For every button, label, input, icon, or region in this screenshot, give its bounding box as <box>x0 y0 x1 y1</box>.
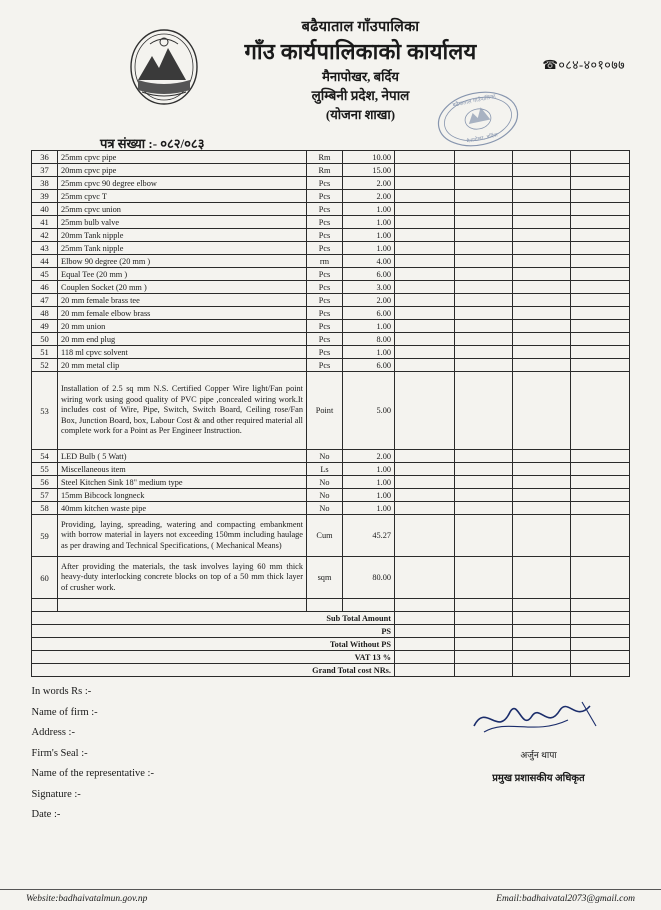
table-row <box>32 320 630 333</box>
blank-cell <box>513 599 571 612</box>
row-unit: Pcs <box>307 359 343 372</box>
row-amount-cell <box>455 229 513 242</box>
row-extra-cell-2 <box>571 164 630 177</box>
row-rate-cell <box>395 333 455 346</box>
row-extra-cell-2 <box>571 502 630 515</box>
row-unit: Point <box>307 372 343 450</box>
row-quantity: 1.00 <box>343 216 395 229</box>
total-extra-cell-2 <box>513 625 571 638</box>
office-address: मैनापोखर, बर्दिय <box>322 68 399 84</box>
row-rate-cell <box>395 164 455 177</box>
row-quantity: 1.00 <box>343 203 395 216</box>
field-signature: Signature :- <box>31 788 81 800</box>
total-row <box>32 651 630 664</box>
footer-fields <box>32 686 630 820</box>
row-quantity: 2.00 <box>343 190 395 203</box>
row-rate-cell <box>395 294 455 307</box>
row-extra-cell-2 <box>571 281 630 294</box>
row-amount-cell <box>455 463 513 476</box>
row-amount-cell <box>455 242 513 255</box>
row-serial-number: 38 <box>32 177 58 190</box>
office-name: गाँउ कार्यपालिकाको कार्यालय <box>244 39 477 65</box>
row-description: 20mm Tank nipple <box>58 229 307 242</box>
row-quantity: 2.00 <box>343 294 395 307</box>
row-quantity: 6.00 <box>343 307 395 320</box>
table-row <box>32 190 630 203</box>
total-extra-cell-2 <box>513 612 571 625</box>
row-extra-cell-2 <box>571 190 630 203</box>
total-extra-cell-2 <box>513 664 571 677</box>
row-serial-number: 43 <box>32 242 58 255</box>
row-rate-cell <box>395 557 455 599</box>
row-extra-cell-2 <box>571 307 630 320</box>
field-firms-seal: Firm's Seal :- <box>31 747 88 759</box>
row-extra-cell-2 <box>571 216 630 229</box>
row-description: 25mm cpvc union <box>58 203 307 216</box>
row-rate-cell <box>395 359 455 372</box>
row-description: 40mm kitchen waste pipe <box>58 502 307 515</box>
row-unit: Pcs <box>307 294 343 307</box>
row-extra-cell-1 <box>513 372 571 450</box>
row-serial-number: 48 <box>32 307 58 320</box>
field-in-words: In words Rs :- <box>31 686 92 697</box>
row-extra-cell-1 <box>513 216 571 229</box>
row-unit: sqm <box>307 557 343 599</box>
row-extra-cell-2 <box>571 346 630 359</box>
row-quantity: 1.00 <box>343 489 395 502</box>
field-address: Address :- <box>31 727 75 738</box>
row-description: 118 ml cpvc solvent <box>58 346 307 359</box>
row-quantity: 3.00 <box>343 281 395 294</box>
row-rate-cell <box>395 320 455 333</box>
table-row <box>32 515 630 557</box>
row-description: Elbow 90 degree (20 mm ) <box>58 255 307 268</box>
field-representative-name: Name of the representative :- <box>31 768 154 779</box>
row-rate-cell <box>395 515 455 557</box>
table-row <box>32 489 630 502</box>
row-extra-cell-1 <box>513 151 571 164</box>
total-value-cell <box>395 651 455 664</box>
total-label: Grand Total cost NRs. <box>32 664 395 677</box>
row-extra-cell-2 <box>571 203 630 216</box>
row-serial-number: 37 <box>32 164 58 177</box>
row-unit: No <box>307 476 343 489</box>
table-row <box>32 164 630 177</box>
row-serial-number: 41 <box>32 216 58 229</box>
row-description: After providing the materials, the task involves laying 60 mm thick heavy-duty interlocking concrete blocks on top of a 50 mm thick layer of crusher work. <box>58 557 307 599</box>
authorized-signature <box>464 696 614 794</box>
department-name: (योजना शाखा) <box>325 106 396 122</box>
blank-cell <box>455 599 513 612</box>
row-extra-cell-1 <box>513 177 571 190</box>
row-rate-cell <box>395 346 455 359</box>
row-extra-cell-1 <box>513 502 571 515</box>
row-extra-cell-2 <box>571 229 630 242</box>
total-row <box>32 638 630 651</box>
row-unit: Pcs <box>307 281 343 294</box>
table-row <box>32 502 630 515</box>
row-amount-cell <box>455 268 513 281</box>
row-serial-number: 46 <box>32 281 58 294</box>
row-rate-cell <box>395 307 455 320</box>
row-extra-cell-2 <box>571 463 630 476</box>
row-description: 25mm cpvc 90 degree elbow <box>58 177 307 190</box>
row-serial-number: 45 <box>32 268 58 281</box>
row-description: Equal Tee (20 mm ) <box>58 268 307 281</box>
table-row-blank <box>32 599 630 612</box>
table-row <box>32 450 630 463</box>
blank-cell <box>307 599 343 612</box>
row-serial-number: 47 <box>32 294 58 307</box>
row-description: 25mm bulb valve <box>58 216 307 229</box>
table-row <box>32 255 630 268</box>
blank-cell <box>571 599 630 612</box>
row-unit: Pcs <box>307 333 343 346</box>
row-quantity: 1.00 <box>343 320 395 333</box>
row-quantity: 1.00 <box>343 346 395 359</box>
row-description: Miscellaneous item <box>58 463 307 476</box>
row-amount-cell <box>455 164 513 177</box>
row-rate-cell <box>395 463 455 476</box>
signature-scribble-icon <box>464 696 614 742</box>
row-extra-cell-2 <box>571 515 630 557</box>
table-row <box>32 281 630 294</box>
row-extra-cell-1 <box>513 346 571 359</box>
row-quantity: 5.00 <box>343 372 395 450</box>
table-row <box>32 557 630 599</box>
total-extra-cell-1 <box>455 664 513 677</box>
total-extra-cell-3 <box>571 612 630 625</box>
row-amount-cell <box>455 307 513 320</box>
row-extra-cell-2 <box>571 255 630 268</box>
blank-cell <box>343 599 395 612</box>
province-country: लुम्बिनी प्रदेश, नेपाल <box>311 87 410 103</box>
row-serial-number: 42 <box>32 229 58 242</box>
total-label: PS <box>32 625 395 638</box>
row-unit: No <box>307 502 343 515</box>
row-serial-number: 60 <box>32 557 58 599</box>
row-serial-number: 36 <box>32 151 58 164</box>
row-extra-cell-2 <box>571 450 630 463</box>
row-extra-cell-1 <box>513 333 571 346</box>
row-description: Steel Kitchen Sink 18" medium type <box>58 476 307 489</box>
row-rate-cell <box>395 151 455 164</box>
row-quantity: 10.00 <box>343 151 395 164</box>
row-rate-cell <box>395 242 455 255</box>
row-description: 25mm cpvc T <box>58 190 307 203</box>
row-amount-cell <box>455 359 513 372</box>
table-row <box>32 151 630 164</box>
row-extra-cell-2 <box>571 320 630 333</box>
row-amount-cell <box>455 489 513 502</box>
row-description: Providing, laying, spreading, watering and compacting embankment with borrow material in layers not exceeding 150mm including haulage as per drawing and Technical Specifications, ( Mechanical Means) <box>58 515 307 557</box>
website-text: Website:badhaivatalmun.gov.np <box>26 894 148 904</box>
row-rate-cell <box>395 203 455 216</box>
total-label: Total Without PS <box>32 638 395 651</box>
row-amount-cell <box>455 450 513 463</box>
row-unit: Cum <box>307 515 343 557</box>
total-extra-cell-3 <box>571 651 630 664</box>
blank-cell <box>58 599 307 612</box>
boq-table <box>31 150 630 677</box>
row-description: 20mm cpvc pipe <box>58 164 307 177</box>
row-amount-cell <box>455 502 513 515</box>
row-unit: Rm <box>307 151 343 164</box>
row-extra-cell-1 <box>513 268 571 281</box>
row-extra-cell-1 <box>513 255 571 268</box>
row-rate-cell <box>395 268 455 281</box>
official-stamp-icon <box>430 88 526 150</box>
row-rate-cell <box>395 281 455 294</box>
row-unit: Pcs <box>307 242 343 255</box>
row-quantity: 8.00 <box>343 333 395 346</box>
field-name-of-firm: Name of firm :- <box>31 706 98 718</box>
total-row <box>32 612 630 625</box>
row-description: Installation of 2.5 sq mm N.S. Certified Copper Wire light/Fan point wiring work using good quality of PVC pipe ,concealed wiring work.It includes cost of Wire, Pipe, Switch, Switch Board, Ceiling rose/Fan Box, Junction Board, box, Labour Cost & and other required material all complete work for a Point as Per Engineer Instruction. <box>58 372 307 450</box>
row-rate-cell <box>395 216 455 229</box>
row-unit: rm <box>307 255 343 268</box>
table-row <box>32 359 630 372</box>
row-serial-number: 40 <box>32 203 58 216</box>
total-value-cell <box>395 625 455 638</box>
row-amount-cell <box>455 255 513 268</box>
row-rate-cell <box>395 229 455 242</box>
total-extra-cell-3 <box>571 638 630 651</box>
row-quantity: 2.00 <box>343 177 395 190</box>
row-rate-cell <box>395 476 455 489</box>
row-quantity: 15.00 <box>343 164 395 177</box>
row-extra-cell-1 <box>513 450 571 463</box>
row-rate-cell <box>395 177 455 190</box>
blank-cell <box>395 599 455 612</box>
table-row <box>32 463 630 476</box>
total-value-cell <box>395 638 455 651</box>
row-serial-number: 52 <box>32 359 58 372</box>
row-description: LED Bulb ( 5 Watt) <box>58 450 307 463</box>
table-row <box>32 294 630 307</box>
letter-number-label: पत्र संख्या :- <box>100 136 158 151</box>
row-quantity: 80.00 <box>343 557 395 599</box>
row-rate-cell <box>395 450 455 463</box>
signatory-post: प्रमुख प्रशासकीय अधिकृत <box>492 773 585 784</box>
row-amount-cell <box>455 190 513 203</box>
total-extra-cell-3 <box>571 625 630 638</box>
row-amount-cell <box>455 333 513 346</box>
total-label: VAT 13 % <box>32 651 395 664</box>
row-quantity: 6.00 <box>343 268 395 281</box>
boq-table-body <box>32 151 630 677</box>
row-extra-cell-1 <box>513 489 571 502</box>
row-description: 20 mm end plug <box>58 333 307 346</box>
total-value-cell <box>395 664 455 677</box>
row-amount-cell <box>455 177 513 190</box>
table-row <box>32 333 630 346</box>
svg-text:मैनापोखर, बर्दिया: मैनापोखर, बर्दिया <box>466 132 499 145</box>
row-description: 25mm Tank nipple <box>58 242 307 255</box>
row-extra-cell-1 <box>513 359 571 372</box>
row-description: 15mm Bibcock longneck <box>58 489 307 502</box>
row-extra-cell-2 <box>571 151 630 164</box>
row-description: 20 mm union <box>58 320 307 333</box>
row-rate-cell <box>395 372 455 450</box>
total-row <box>32 664 630 677</box>
row-serial-number: 54 <box>32 450 58 463</box>
row-serial-number: 50 <box>32 333 58 346</box>
row-extra-cell-2 <box>571 177 630 190</box>
row-extra-cell-1 <box>513 229 571 242</box>
row-extra-cell-1 <box>513 281 571 294</box>
row-extra-cell-1 <box>513 164 571 177</box>
table-row <box>32 307 630 320</box>
row-unit: Pcs <box>307 203 343 216</box>
row-quantity: 1.00 <box>343 242 395 255</box>
row-amount-cell <box>455 346 513 359</box>
row-quantity: 1.00 <box>343 476 395 489</box>
row-unit: No <box>307 489 343 502</box>
row-description: 20 mm metal clip <box>58 359 307 372</box>
row-serial-number: 49 <box>32 320 58 333</box>
row-serial-number: 58 <box>32 502 58 515</box>
total-extra-cell-3 <box>571 664 630 677</box>
row-quantity: 1.00 <box>343 229 395 242</box>
row-unit: Pcs <box>307 320 343 333</box>
row-quantity: 45.27 <box>343 515 395 557</box>
row-unit: No <box>307 450 343 463</box>
row-extra-cell-2 <box>571 489 630 502</box>
row-extra-cell-2 <box>571 294 630 307</box>
row-amount-cell <box>455 203 513 216</box>
row-extra-cell-1 <box>513 203 571 216</box>
row-unit: Pcs <box>307 177 343 190</box>
phone-number: ☎०८४-४०१०७७ <box>542 58 625 72</box>
row-amount-cell <box>455 320 513 333</box>
row-extra-cell-2 <box>571 359 630 372</box>
row-extra-cell-2 <box>571 557 630 599</box>
row-serial-number: 53 <box>32 372 58 450</box>
row-amount-cell <box>455 557 513 599</box>
row-quantity: 2.00 <box>343 450 395 463</box>
row-rate-cell <box>395 255 455 268</box>
row-quantity: 1.00 <box>343 463 395 476</box>
total-value-cell <box>395 612 455 625</box>
svg-text:बढैयाताल गाउँपालिका: बढैयाताल गाउँपालिका <box>452 93 497 109</box>
row-extra-cell-2 <box>571 372 630 450</box>
row-serial-number: 57 <box>32 489 58 502</box>
row-unit: Rm <box>307 164 343 177</box>
row-description: 20 mm female brass tee <box>58 294 307 307</box>
field-date: Date :- <box>31 809 61 820</box>
signatory-name: अर्जुन थापा <box>520 749 557 760</box>
page-footer <box>0 889 661 910</box>
total-extra-cell-1 <box>455 612 513 625</box>
row-unit: Ls <box>307 463 343 476</box>
total-extra-cell-1 <box>455 651 513 664</box>
row-quantity: 4.00 <box>343 255 395 268</box>
row-extra-cell-1 <box>513 190 571 203</box>
letter-number-value: ०८२/०८३ <box>160 136 205 151</box>
table-row <box>32 242 630 255</box>
table-row <box>32 372 630 450</box>
row-amount-cell <box>455 476 513 489</box>
email-text: Email:badhaivatal2073@gmail.com <box>496 894 635 904</box>
nepal-emblem-icon <box>128 28 200 106</box>
row-quantity: 6.00 <box>343 359 395 372</box>
row-extra-cell-2 <box>571 333 630 346</box>
row-rate-cell <box>395 502 455 515</box>
row-unit: Pcs <box>307 346 343 359</box>
row-amount-cell <box>455 281 513 294</box>
row-serial-number: 39 <box>32 190 58 203</box>
row-extra-cell-1 <box>513 463 571 476</box>
row-extra-cell-2 <box>571 268 630 281</box>
row-unit: Pcs <box>307 216 343 229</box>
row-description: Couplen Socket (20 mm ) <box>58 281 307 294</box>
table-row <box>32 229 630 242</box>
table-row <box>32 216 630 229</box>
total-extra-cell-1 <box>455 638 513 651</box>
row-extra-cell-2 <box>571 476 630 489</box>
row-unit: Pcs <box>307 268 343 281</box>
table-row <box>32 268 630 281</box>
letter-number <box>100 134 204 152</box>
blank-cell <box>32 599 58 612</box>
row-extra-cell-2 <box>571 242 630 255</box>
row-extra-cell-1 <box>513 557 571 599</box>
total-extra-cell-1 <box>455 625 513 638</box>
row-description: 20 mm female elbow brass <box>58 307 307 320</box>
row-serial-number: 59 <box>32 515 58 557</box>
total-label: Sub Total Amount <box>32 612 395 625</box>
table-row <box>32 346 630 359</box>
municipality-name: बढैयाताल गाँउपालिका <box>301 19 420 35</box>
row-amount-cell <box>455 151 513 164</box>
total-extra-cell-2 <box>513 638 571 651</box>
row-amount-cell <box>455 515 513 557</box>
row-extra-cell-1 <box>513 242 571 255</box>
row-unit: Pcs <box>307 190 343 203</box>
row-amount-cell <box>455 372 513 450</box>
row-quantity: 1.00 <box>343 502 395 515</box>
row-amount-cell <box>455 294 513 307</box>
letterhead <box>0 0 661 150</box>
row-serial-number: 44 <box>32 255 58 268</box>
total-extra-cell-2 <box>513 651 571 664</box>
row-extra-cell-1 <box>513 320 571 333</box>
row-serial-number: 56 <box>32 476 58 489</box>
row-description: 25mm cpvc pipe <box>58 151 307 164</box>
row-unit: Pcs <box>307 229 343 242</box>
row-serial-number: 51 <box>32 346 58 359</box>
row-amount-cell <box>455 216 513 229</box>
row-extra-cell-1 <box>513 515 571 557</box>
row-serial-number: 55 <box>32 463 58 476</box>
table-row <box>32 177 630 190</box>
total-row <box>32 625 630 638</box>
row-unit: Pcs <box>307 307 343 320</box>
table-row <box>32 203 630 216</box>
row-extra-cell-1 <box>513 307 571 320</box>
row-rate-cell <box>395 489 455 502</box>
row-extra-cell-1 <box>513 294 571 307</box>
row-rate-cell <box>395 190 455 203</box>
table-row <box>32 476 630 489</box>
row-extra-cell-1 <box>513 476 571 489</box>
